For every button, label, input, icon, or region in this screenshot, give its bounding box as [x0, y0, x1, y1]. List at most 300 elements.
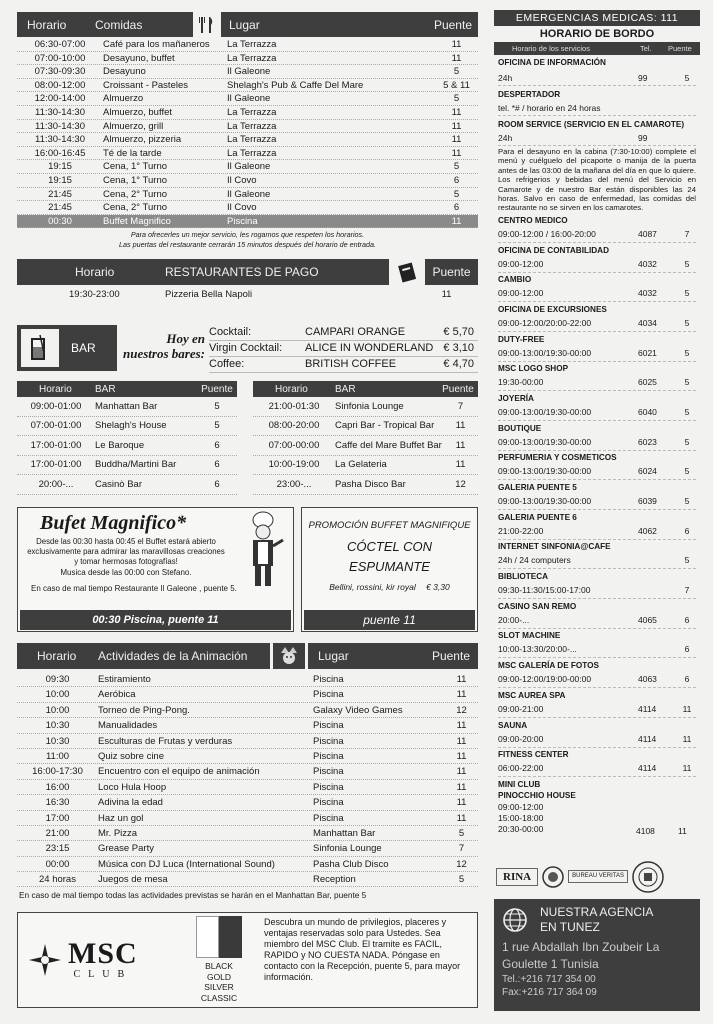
activity-name: Juegos de mesa — [98, 874, 168, 886]
service-row — [498, 316, 696, 332]
meal-deck: 5 & 11 — [443, 79, 470, 91]
activity-deck: 5 — [458, 827, 465, 839]
activity-venue: Sinfonia Lounge — [313, 843, 382, 855]
meal-row — [17, 160, 478, 174]
service-time: 09:00-12:00 / 16:00-20:00 — [498, 228, 596, 239]
service-item — [498, 749, 696, 779]
meal-name: Almuerzo, buffet — [103, 106, 173, 118]
meal-deck: 6 — [453, 174, 460, 186]
activity-deck: 11 — [456, 720, 467, 732]
meal-time: 21:45 — [48, 202, 72, 214]
service-title: BOUTIQUE — [498, 423, 542, 433]
meals-note-2: Las puertas del restaurante cerrarán 15 minutos después del horario de entrada. — [119, 240, 376, 250]
activity-row — [17, 780, 478, 795]
bar-row — [253, 417, 478, 437]
meal-row — [17, 120, 478, 134]
service-tel: 4087 — [638, 228, 657, 239]
service-title: CENTRO MEDICO — [498, 215, 568, 225]
service-puente: 5 — [684, 406, 690, 417]
bar-name: Manhattan Bar — [95, 400, 158, 412]
certifications — [494, 859, 700, 895]
bar-name: Capri Bar - Tropical Bar — [335, 420, 435, 432]
service-time: 06:00-22:00 — [498, 763, 544, 774]
rina-certification-badge: RINA — [496, 868, 538, 886]
service-item — [498, 660, 696, 690]
service-tel: 4032 — [638, 258, 657, 269]
sidebar-room-time: 24h — [498, 133, 513, 143]
promo-line2: ESPUMANTE — [349, 559, 430, 574]
meal-deck: 6 — [453, 202, 460, 214]
service-title: GALERIA PUENTE 5 — [498, 483, 577, 493]
activity-row — [17, 749, 478, 764]
activity-name: Mr. Pizza — [98, 827, 138, 839]
activity-time: 10:00 — [45, 704, 70, 716]
meal-name: Desayuno — [103, 66, 146, 78]
activity-row — [17, 841, 478, 856]
service-row — [498, 553, 696, 569]
service-item — [498, 720, 696, 750]
service-row — [498, 702, 696, 718]
promo-footer: puente 11 — [304, 610, 475, 630]
service-time: 09:00-12:00 — [498, 288, 544, 299]
bar-promo-price: € 5,70 — [443, 326, 474, 338]
bar-promo-item — [209, 357, 478, 373]
service-time: 10:00-13:30/20:00-... — [498, 644, 577, 655]
menu-book-icon — [389, 259, 425, 285]
bar-promo-name: CAMPARI ORANGE — [305, 326, 406, 338]
msc-logo-text: MSC — [68, 937, 138, 970]
service-row — [498, 494, 696, 510]
service-tel: 6023 — [638, 436, 657, 447]
meal-time: 19:15 — [48, 174, 72, 186]
drink-glass-icon — [21, 329, 59, 367]
bar-time: 07:00-01:00 — [30, 420, 82, 432]
service-tel: 4114 — [638, 763, 657, 774]
activities-header-puente: Puente — [431, 649, 470, 663]
activity-row — [17, 764, 478, 779]
activity-time: 16:00-17:30 — [32, 766, 83, 778]
meal-name: Cena, 1° Turno — [103, 161, 168, 173]
service-title: MSC GALERÍA DE FOTOS — [498, 661, 599, 671]
service-row — [498, 524, 696, 540]
service-puente: 5 — [684, 258, 690, 269]
sidebar-wake-title: DESPERTADOR — [498, 90, 561, 99]
activity-time: 00:00 — [45, 858, 70, 870]
meal-row — [17, 65, 478, 79]
bar-time: 08:00-20:00 — [268, 420, 320, 432]
service-title: BIBLIOTECA — [498, 572, 549, 582]
service-title: PERFUMERIA Y COSMETICOS — [498, 453, 617, 463]
meals-header — [17, 12, 478, 37]
bar-row — [17, 417, 237, 437]
activity-deck: 12 — [456, 858, 467, 870]
activity-name: Torneo de Ping-Pong. — [98, 704, 190, 716]
promo-desc: Bellini, rossini, kir royal — [329, 582, 416, 592]
service-tel: 4034 — [638, 317, 657, 328]
service-puente: 5 — [684, 317, 690, 328]
meals-header-comidas: Comidas — [95, 17, 143, 32]
service-puente: 5 — [684, 496, 690, 507]
activity-time: 24 horas — [39, 874, 76, 886]
miniclub-puente: 11 — [678, 825, 687, 836]
service-title: OFICINA DE EXCURSIONES — [498, 304, 607, 314]
bar-promo-section — [17, 325, 478, 371]
activity-venue: Pasha Club Disco — [313, 858, 389, 870]
sidebar-header-horario: Horario de los servicios — [512, 44, 590, 53]
bar-name: Shelagh's House — [95, 420, 167, 432]
meal-time: 12:00-14:00 — [34, 93, 86, 105]
service-item — [498, 630, 696, 660]
meal-time: 21:45 — [48, 188, 72, 200]
service-item — [498, 541, 696, 571]
service-tel: 6039 — [638, 496, 657, 507]
bar-promo-type: Virgin Cocktail: — [209, 342, 283, 354]
activity-time: 10:00 — [45, 689, 70, 701]
promo-title: PROMOCIÓN BUFFET MAGNIFIQUE — [308, 520, 471, 531]
meal-time: 06:30-07:00 — [34, 39, 86, 50]
meal-row — [17, 133, 478, 147]
activity-name: Quiz sobre cine — [98, 750, 165, 762]
meal-row — [17, 106, 478, 120]
service-row — [498, 257, 696, 273]
activity-venue: Piscina — [313, 781, 344, 793]
activity-deck: 7 — [458, 843, 465, 855]
service-time: 21:00-22:00 — [498, 525, 544, 536]
service-row — [498, 642, 696, 658]
activity-row — [17, 718, 478, 733]
service-row — [498, 346, 696, 362]
activity-deck: 11 — [456, 674, 467, 685]
bar-deck: 6 — [214, 459, 220, 471]
agency-fax: Fax:+216 717 364 09 — [502, 986, 597, 998]
bar-name: La Gelateria — [335, 459, 387, 471]
promo-line1: CÓCTEL CON — [347, 539, 432, 554]
compass-rose-icon — [28, 943, 62, 977]
miniclub-tel: 4108 — [636, 825, 655, 836]
cutlery-icon — [193, 12, 221, 37]
service-puente: 6 — [684, 614, 690, 625]
service-item — [498, 363, 696, 393]
service-puente: 5 — [684, 436, 690, 447]
msc-club-logo — [28, 939, 138, 980]
service-time: 09:00-12:00/20:00-22:00 — [498, 317, 592, 328]
meal-deck: 5 — [453, 188, 460, 200]
service-time: 24h / 24 computers — [498, 555, 571, 566]
activity-time: 16:00 — [45, 781, 70, 793]
service-time: 09:00-13:00/19:30-00:00 — [498, 466, 592, 477]
bars-right-header-bar: BAR — [335, 383, 356, 395]
bar-time: 07:00-00:00 — [268, 439, 320, 451]
meal-deck: 5 — [453, 93, 460, 105]
service-puente: 7 — [684, 228, 690, 239]
meal-row — [17, 188, 478, 202]
bar-promo-name: BRITISH COFFEE — [305, 358, 397, 370]
bars-left-header-horario: Horario — [39, 383, 72, 395]
activities-header-lugar: Lugar — [318, 649, 349, 663]
service-item — [498, 423, 696, 453]
miniclub-title: MINI CLUB — [498, 779, 541, 789]
service-row — [498, 761, 696, 777]
meal-venue: Il Covo — [227, 174, 257, 186]
meal-time: 00:30 — [48, 215, 72, 227]
service-tel: 6024 — [638, 466, 657, 477]
meals-section — [17, 12, 478, 250]
meal-time: 16:00-16:45 — [34, 147, 86, 159]
activity-time: 17:00 — [45, 812, 70, 824]
activity-name: Adivina la edad — [98, 797, 163, 809]
bar-time: 09:00-01:00 — [30, 400, 82, 412]
meal-deck: 5 — [453, 66, 460, 78]
activity-time: 10:30 — [45, 720, 70, 732]
activity-row — [17, 872, 478, 887]
miniclub-block — [498, 779, 696, 849]
service-item — [498, 393, 696, 423]
bar-label-box — [17, 325, 117, 371]
activity-name: Aeróbica — [98, 689, 136, 701]
agency-tel: Tel.:+216 717 354 00 — [502, 973, 596, 985]
bar-name: Buddha/Martini Bar — [95, 459, 177, 471]
activities-header-horario: Horario — [37, 649, 77, 663]
activity-venue: Galaxy Video Games — [313, 704, 403, 716]
bars-right-table — [253, 397, 478, 495]
sidebar-header — [494, 42, 700, 55]
service-time: 09:00-13:00/19:30-00:00 — [498, 436, 592, 447]
activity-venue: Reception — [313, 874, 356, 886]
service-row — [498, 405, 696, 421]
meal-deck: 11 — [451, 52, 462, 64]
sidebar-wake-time: tel. *# / horario en 24 horas — [498, 103, 601, 113]
agency-subtitle: EN TUNEZ — [540, 919, 600, 934]
service-time: 09:30-11:30/15:00-17:00 — [498, 585, 591, 596]
service-time: 09:00-21:00 — [498, 703, 544, 714]
activity-name: Loco Hula Hoop — [98, 781, 167, 793]
bar-promo-price: € 4,70 — [443, 358, 474, 370]
bars-left-table — [17, 397, 237, 495]
buffet-desc: Desde las 00:30 hasta 00:45 el Buffet estará abierto exclusivamente para admirar las maravillosas creaciones y tomar hermosas fotografías! — [27, 537, 225, 566]
activity-deck: 11 — [456, 750, 467, 762]
sidebar-room-title: ROOM SERVICE (SERVICIO EN EL CAMAROTE) — [498, 120, 685, 129]
bar-row — [17, 456, 237, 476]
activity-time: 09:30 — [45, 674, 70, 685]
bar-promo-type: Coffee: — [209, 358, 245, 370]
bar-deck: 6 — [214, 439, 220, 451]
activity-row — [17, 826, 478, 841]
activity-row — [17, 687, 478, 702]
bar-name: Caffe del Mare Buffet Bar — [335, 439, 442, 451]
bar-row — [253, 397, 478, 417]
meal-row — [17, 38, 478, 52]
service-item — [498, 274, 696, 304]
meal-row — [17, 79, 478, 93]
meal-venue: Il Galeone — [227, 93, 271, 105]
service-title: JOYERÍA — [498, 393, 534, 403]
meal-venue: La Terrazza — [227, 147, 277, 159]
service-title: CAMBIO — [498, 275, 532, 285]
activity-deck: 11 — [456, 781, 467, 793]
meal-row — [17, 174, 478, 188]
sidebar-wake-row — [498, 102, 696, 116]
service-item — [498, 245, 696, 275]
bar-row — [253, 436, 478, 456]
meal-venue: La Terrazza — [227, 52, 277, 64]
bars-left-section — [17, 381, 237, 495]
meal-name: Buffet Magnifico — [103, 215, 171, 227]
agency-box — [494, 899, 700, 1011]
activity-venue: Manhattan Bar — [313, 827, 376, 839]
bars-left-header-puente: Puente — [201, 383, 233, 395]
meal-row — [17, 201, 478, 215]
meal-deck: 11 — [451, 147, 462, 159]
meal-venue: Il Galeone — [227, 66, 271, 78]
meal-venue: La Terrazza — [227, 106, 277, 118]
membership-tier: SILVER — [204, 982, 234, 992]
service-row — [498, 613, 696, 629]
service-time: 09:00-13:00/19:30-00:00 — [498, 406, 592, 417]
miniclub-subtitle: PINOCCHIO HOUSE — [498, 790, 576, 800]
agency-address-1: 1 rue Abdallah Ibn Zoubeir La — [502, 939, 660, 954]
msc-club-box — [17, 912, 478, 1008]
service-puente: 11 — [682, 733, 692, 744]
service-tel: 6040 — [638, 406, 657, 417]
activity-venue: Piscina — [313, 689, 344, 701]
meal-name: Cena, 2° Turno — [103, 202, 168, 214]
service-tel: 4063 — [638, 674, 657, 685]
sidebar-header-puente: Puente — [668, 44, 692, 53]
activity-name: Grease Party — [98, 843, 154, 855]
certification-seal-icon — [542, 866, 564, 888]
service-title: GALERIA PUENTE 6 — [498, 512, 577, 522]
bar-promo-price: € 3,10 — [443, 342, 474, 354]
bar-name: Sinfonia Lounge — [335, 400, 404, 412]
activity-row — [17, 795, 478, 810]
service-time: 19:30-00:00 — [498, 377, 544, 388]
activity-deck: 11 — [456, 735, 467, 747]
service-title: CASINO SAN REMO — [498, 601, 577, 611]
service-title: MSC AUREA SPA — [498, 690, 566, 700]
agency-title: NUESTRA AGENCIA — [540, 904, 654, 919]
bar-time: 23:00-... — [276, 478, 312, 490]
miniclub-time-3: 20:30-00:00 — [498, 823, 544, 834]
meal-name: Té de la tarde — [103, 147, 162, 159]
buffet-box — [17, 507, 294, 632]
service-tel: 4114 — [638, 733, 657, 744]
service-puente: 6 — [684, 674, 690, 685]
service-item — [498, 571, 696, 601]
service-puente: 5 — [684, 555, 690, 566]
bar-name: Le Baroque — [95, 439, 145, 451]
activity-row — [17, 703, 478, 718]
service-item — [498, 334, 696, 364]
bar-promo-list — [209, 325, 478, 373]
veritas-seal-icon — [632, 861, 664, 893]
bars-right-section — [253, 381, 478, 495]
activity-row — [17, 672, 478, 687]
service-time: 09:00-13:00/19:30-00:00 — [498, 347, 592, 358]
membership-tiers — [192, 961, 246, 1003]
meal-time: 11:30-14:30 — [34, 120, 85, 132]
activity-venue: Piscina — [313, 720, 344, 732]
sidebar-services — [498, 215, 696, 779]
chef-illustration-icon — [241, 510, 285, 588]
meal-deck: 11 — [451, 134, 462, 146]
service-time: 09:00-12:00 — [498, 258, 544, 269]
activity-time: 16:30 — [45, 797, 70, 809]
paid-header-title: RESTAURANTES DE PAGO — [165, 265, 319, 279]
activity-name: Encuentro con el equipo de animación — [98, 766, 260, 778]
bars-left-header-bar: BAR — [95, 383, 116, 395]
service-puente: 5 — [684, 377, 690, 388]
bar-promo-name: ALICE IN WONDERLAND — [305, 342, 433, 354]
meal-time: 08:00-12:00 — [34, 79, 86, 91]
bar-deck: 6 — [214, 478, 220, 490]
meal-time: 19:15 — [48, 161, 72, 173]
bar-slogan: Hoy en nuestros bares: — [123, 331, 205, 361]
membership-tier: CLASSIC — [200, 992, 238, 1003]
service-item — [498, 215, 696, 245]
service-tel: 4114 — [638, 703, 657, 714]
sidebar-room-desc: Para el desayuno en la cabina (7:30-10:00) complete el menú y cuélguelo del picaporte o manija de la puerta antes de las 03:00 de la mañana del día en que lo quiere. Los refrigerios y bebidas del menú del Servicio en Camarote y de nuestro Bar están disponibles las 24 horas. Salvo en caso de enfermedad, las comidas del restaurante no se sirven en los camarotes. — [498, 147, 696, 213]
meal-venue: Piscina — [227, 215, 258, 227]
bar-promo-type: Cocktail: — [209, 326, 252, 338]
bar-label: BAR — [71, 341, 96, 355]
activity-row — [17, 734, 478, 749]
meal-row — [17, 52, 478, 66]
activity-name: Esculturas de Frutas y verduras — [98, 735, 233, 747]
service-title: DUTY-FREE — [498, 334, 545, 344]
bar-time: 21:00-01:30 — [268, 400, 320, 412]
service-row — [498, 464, 696, 480]
membership-card-icon — [196, 916, 242, 958]
bar-deck: 11 — [455, 459, 466, 471]
service-time: 09:00-20:00 — [498, 733, 544, 744]
buffet-bad-weather: En caso de mal tiempo Restaurante Il Galeone , puente 5. — [31, 584, 237, 593]
bar-name: Pasha Disco Bar — [335, 478, 406, 490]
meal-venue: La Terrazza — [227, 134, 277, 146]
membership-tier: BLACK — [205, 961, 233, 971]
sidebar-info-time: 24h — [498, 73, 513, 83]
service-row — [498, 583, 696, 599]
service-puente: 5 — [684, 347, 690, 358]
meal-venue: Shelagh's Pub & Caffe Del Mare — [227, 79, 364, 91]
service-puente: 5 — [684, 288, 690, 299]
bar-deck: 7 — [457, 400, 464, 412]
membership-tier: GOLD — [206, 971, 232, 982]
activity-deck: 5 — [458, 874, 465, 886]
meal-deck: 11 — [451, 215, 462, 227]
sidebar-info-puente: 5 — [684, 73, 690, 83]
service-title: SAUNA — [498, 720, 528, 730]
msc-logo-sub: CLUB — [73, 969, 133, 980]
service-row — [498, 672, 696, 688]
bar-time: 20:00-... — [38, 478, 74, 490]
service-row — [498, 435, 696, 451]
paid-header-horario: Horario — [75, 265, 115, 279]
service-puente: 5 — [684, 466, 690, 477]
promo-box — [301, 507, 478, 632]
bars-right-header-puente: Puente — [442, 383, 474, 395]
meal-venue: La Terrazza — [227, 120, 277, 132]
bureau-veritas-badge: BUREAU VERITAS — [568, 870, 628, 883]
paid-header-puente: Puente — [425, 259, 478, 285]
bars-right-header-horario: Horario — [275, 383, 308, 395]
meals-table — [17, 38, 478, 228]
service-title: FITNESS CENTER — [498, 750, 569, 760]
bar-time: 17:00-01:00 — [30, 459, 82, 471]
service-tel — [638, 583, 678, 598]
paid-venue: Pizzeria Bella Napoli — [165, 289, 253, 300]
sidebar-title: HORARIO DE BORDO — [539, 28, 655, 40]
activity-venue: Piscina — [313, 766, 344, 778]
